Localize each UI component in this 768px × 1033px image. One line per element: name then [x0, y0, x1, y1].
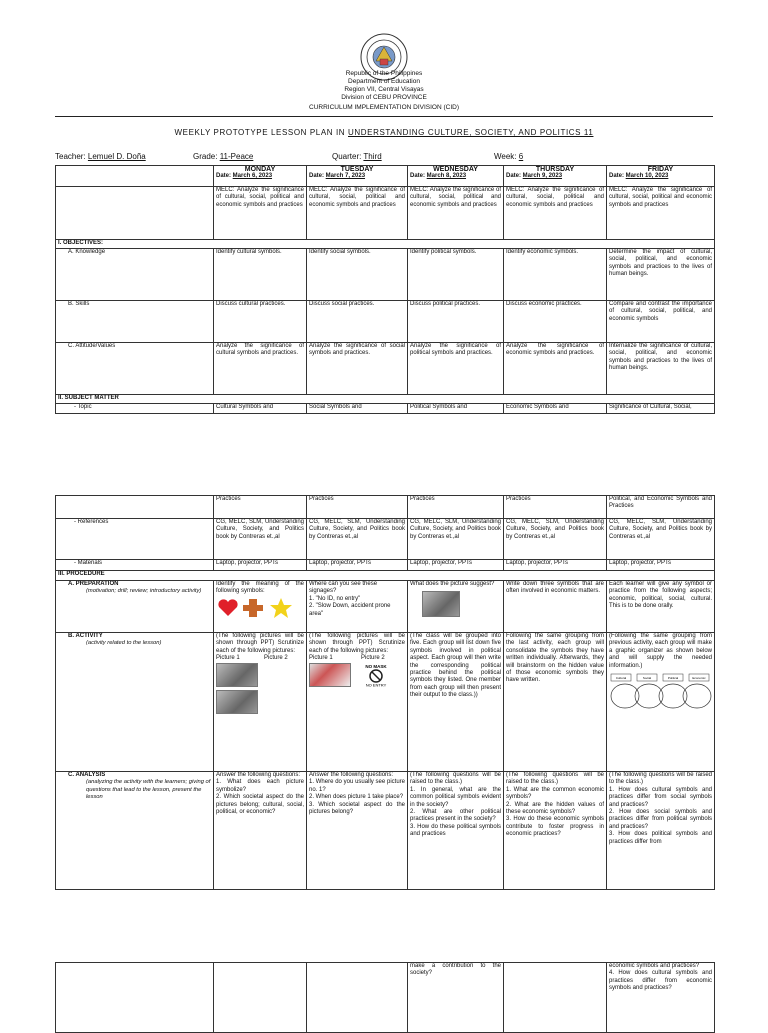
day-thursday: THURSDAY Date: March 9, 2023: [504, 166, 607, 187]
analysis-friday: (The following questions will be raised to the class.) 1. How does cultural symbols and practices differ from social symbols and practices? 2. How does social symbols and practices differ from political symbols and practices? 3. How does political symbols and practices differ from: [607, 772, 715, 890]
attitude-row: [56, 343, 715, 395]
activity-wednesday: (The class will be grouped into five. Each group will list down five symbols involved in political aspect. Each group will then write the corresponding political practice behind the political symbols they listed. One member from each group will then present their output to the class.)): [408, 633, 504, 772]
knowledge-cell: Identify social symbols.: [307, 249, 408, 301]
melc-cell: MELC: Analyze the significance of cultural, social, political and economic symbols and practices: [607, 187, 715, 240]
materials-row: [56, 560, 715, 571]
day-monday: MONDAY Date: March 6, 2023: [214, 166, 307, 187]
attitude-cell: Analyze the significance of economic symbols and practices.: [504, 343, 607, 395]
header-line-5: CURRICULUM IMPLEMENTATION DIVISION (CID): [309, 104, 459, 111]
svg-text:Cultural: Cultural: [615, 676, 627, 681]
row-label-references: - References: [56, 519, 214, 560]
preparation-row: [56, 581, 715, 633]
activity-thursday: Following the same grouping from the last activity, each group will consolidate the symbols they have written individually. Afterwards, they will brainstorm on the hidden value of those economic symbols they have written.: [504, 633, 607, 772]
svg-text:Social: Social: [642, 676, 652, 681]
svg-text:Political: Political: [667, 676, 679, 681]
melc-cell: MELC: Analyze the significance of cultural, social, political and economic symbols and practices: [504, 187, 607, 240]
skills-cell: Discuss economic practices.: [504, 301, 607, 343]
topic-cell: Significance of Cultural, Social,: [607, 404, 715, 414]
topic-cell: Practices: [307, 496, 408, 519]
row-label-activity: B. ACTIVITY (activity related to the lesson): [56, 633, 214, 772]
section-objectives: I. OBJECTIVES:: [56, 240, 715, 249]
meta-grade: Grade: 11-Peace: [193, 152, 254, 161]
grade-value: 11-Peace: [219, 152, 254, 161]
week-value: 6: [518, 152, 524, 161]
knowledge-cell: Identify political symbols.: [408, 249, 504, 301]
analysis-tuesday: Answer the following questions: 1. Where do you usually see picture no. 1? 2. When does picture 1 take place? 3. Which societal aspect do the pictures belong?: [307, 772, 408, 890]
knowledge-cell: Determine the impact of cultural, social, political, and economic symbols and practices to the lives of human beings.: [607, 249, 715, 301]
meta-teacher: Teacher: Lemuel D. Doña: [55, 152, 146, 161]
references-row: [56, 519, 715, 560]
skills-cell: Compare and contrast the importance of cultural, social, political, and economic symbols: [607, 301, 715, 343]
symbols-heart-cross-star-icon: [216, 597, 294, 619]
section-subject-matter: II. SUBJECT MATTER: [56, 395, 715, 404]
analysis-wednesday-cont: make a contribution to the society?: [408, 963, 504, 1033]
topic-cell: Cultural Symbols and: [214, 404, 307, 414]
day-header-row: [56, 166, 715, 187]
skills-cell: Discuss social practices.: [307, 301, 408, 343]
preparation-thursday: Write down three symbols that are often involved in economic matters.: [504, 581, 607, 633]
row-label-materials: - Materials: [56, 560, 214, 571]
header-line-4: Division of CEBU PROVINCE: [341, 94, 427, 101]
page-3: [0, 962, 768, 1024]
header-line-3: Region VII, Central Visayas: [344, 86, 424, 93]
title-subject: UNDERSTANDING CULTURE, SOCIETY, AND POLITICS 11: [348, 128, 594, 137]
melc-cell: MELC: Analyze the significance of cultural, social, political and economic symbols and practices: [214, 187, 307, 240]
page-1: [0, 0, 768, 430]
analysis-monday: Answer the following questions: 1. What does each picture symbolize? 2. Which societal aspect do the pictures belong; cultural, social, political, or economic?: [214, 772, 307, 890]
topic-cell: Political Symbols and: [408, 404, 504, 414]
topic-cell: Political, and Economic Symbols and Practices: [607, 496, 715, 519]
materials-cell: Laptop, projector, PPTs: [307, 560, 408, 571]
picture-1-thumbnail: [309, 663, 351, 687]
meta-week: Week: 6: [494, 152, 524, 161]
svg-text:Economic: Economic: [692, 676, 706, 681]
activity-tuesday: (The following pictures will be shown through PPT) Scrutinize each of the following pictures: Picture 1 Picture 2 NO MASK NO ENTRY: [307, 633, 408, 772]
topic-row: [56, 404, 715, 414]
picture-1-thumbnail: [216, 663, 258, 687]
topic-cell: Practices: [408, 496, 504, 519]
svg-text:NO ENTRY: NO ENTRY: [365, 682, 386, 687]
preparation-friday: Each learner will give any symbol or practice from the following aspects; economic, political, social, cultural. This is to be done orally.: [607, 581, 715, 633]
row-label-knowledge: A. Knowledge: [56, 249, 214, 301]
skills-cell: Discuss political practices.: [408, 301, 504, 343]
activity-row: [56, 633, 715, 772]
subject-matter-row: [56, 395, 715, 404]
teacher-name: Lemuel D. Doña: [87, 152, 146, 161]
objectives-row: [56, 240, 715, 249]
lesson-plan-table-p3: [55, 962, 715, 1033]
header-line-2: Department of Education: [348, 78, 420, 85]
procedure-row: [56, 571, 715, 581]
row-label-attitude: C. Attitude/Values: [56, 343, 214, 395]
knowledge-cell: Identify cultural symbols.: [214, 249, 307, 301]
preparation-tuesday: Where can you see these signages? 1. "No ID, no entry" 2. "Slow Down, accident prone area": [307, 581, 408, 633]
knowledge-cell: Identify economic symbols.: [504, 249, 607, 301]
analysis-thursday: (The following questions will be raised to the class.) 1. What are the common economic symbols? 2. What are the hidden values of these economic symbols? 3. How do these economic symbols contribute to foster progress in economic practices?: [504, 772, 607, 890]
lesson-plan-table-p1: [55, 165, 715, 414]
topic-cell: Practices: [504, 496, 607, 519]
materials-cell: Laptop, projector, PPTs: [607, 560, 715, 571]
skills-row: [56, 301, 715, 343]
topic-cont-row: [56, 496, 715, 519]
references-cell: CG, MELC, SLM, Understanding Culture, Society, and Politics book by Contreras et.,al: [307, 519, 408, 560]
references-cell: CG, MELC, SLM, Understanding Culture, Society, and Politics book by Contreras et.,al: [214, 519, 307, 560]
page-2: [0, 495, 768, 940]
references-cell: CG, MELC, SLM, Understanding Culture, Society, and Politics book by Contreras et.,al: [408, 519, 504, 560]
day-tuesday: TUESDAY Date: March 7, 2023: [307, 166, 408, 187]
materials-cell: Laptop, projector, PPTs: [504, 560, 607, 571]
day-friday: FRIDAY Date: March 10, 2023: [607, 166, 715, 187]
skills-cell: Discuss cultural practices.: [214, 301, 307, 343]
materials-cell: Laptop, projector, PPTs: [408, 560, 504, 571]
topic-cell: Economic Symbols and: [504, 404, 607, 414]
melc-cell: MELC: Analyze the significance of cultural, social, political and economic symbols and practices: [307, 187, 408, 240]
row-label-topic: - Topic: [56, 404, 214, 414]
attitude-cell: Analyze the significance of political symbols and practices.: [408, 343, 504, 395]
no-entry-sign-icon: [359, 663, 393, 687]
preparation-wednesday: What does the picture suggest?: [408, 581, 504, 633]
row-label-analysis: C. ANALYSIS (analyzing the activity with the learners; giving of questions that lead to the lesson, present the lesson: [56, 772, 214, 890]
analysis-wednesday: (The following questions will be raised to the class.) 1. In general, what are the common political symbols evident in the society? 2. What are other political practices present in the society? 3. How do these political symbols and practices: [408, 772, 504, 890]
row-label-preparation: A. PREPARATION (motivation; drill; review; introductory activity): [56, 581, 214, 633]
lesson-plan-table-p2: [55, 495, 715, 890]
preparation-monday: Identify the meaning of the following symbols:: [214, 581, 307, 633]
graphic-organizer-diagram: [609, 672, 713, 710]
materials-cell: Laptop, projector, PPTs: [214, 560, 307, 571]
svg-text:NO MASK: NO MASK: [365, 663, 387, 669]
references-cell: CG, MELC, SLM, Understanding Culture, Society, and Politics book by Contreras et.,al: [607, 519, 715, 560]
analysis-friday-cont: economic symbols and practices? 4. How does cultural symbols and practices differ from economic symbols and practices?: [607, 963, 715, 1033]
topic-cell: Practices: [214, 496, 307, 519]
header-rule: [55, 116, 713, 117]
attitude-cell: Analyze the significance of social symbols and practices.: [307, 343, 408, 395]
activity-monday: (The following pictures will be shown through PPT) Scrutinize each of the following pictures: Picture 1 Picture 2: [214, 633, 307, 772]
picture-thumbnail: [422, 591, 460, 617]
melc-row: [56, 187, 715, 240]
references-cell: CG, MELC, SLM, Understanding Culture, Society, and Politics book by Contreras et.,al: [504, 519, 607, 560]
knowledge-row: [56, 249, 715, 301]
row-label-skills: B. Skills: [56, 301, 214, 343]
section-procedure: III. PROCEDURE: [56, 571, 715, 581]
header-line-1: Republic of the Philippines: [345, 70, 423, 77]
quarter-value: Third: [363, 152, 382, 161]
attitude-cell: Analyze the significance of cultural symbols and practices.: [214, 343, 307, 395]
attitude-cell: Internalize the significance of cultural, social, political, and economic symbols and practices to the lives of human beings.: [607, 343, 715, 395]
analysis-row: [56, 772, 715, 890]
topic-cell: Social Symbols and: [307, 404, 408, 414]
melc-cell: MELC: Analyze the significance of cultural, social, political and economic symbols and practices: [408, 187, 504, 240]
picture-2-thumbnail: [216, 690, 258, 714]
title-prefix: WEEKLY PROTOTYPE LESSON PLAN IN: [174, 128, 349, 137]
analysis-cont-row: [56, 963, 715, 1033]
activity-friday: (Following the same grouping from previous activity, each group will make a graphic organizer as shown below and will supply the needed information.) Cultural Social Political Economic: [607, 633, 715, 772]
meta-quarter: Quarter: Third: [332, 152, 382, 161]
day-wednesday: WEDNESDAY Date: March 8, 2023: [408, 166, 504, 187]
document-title: [0, 128, 768, 137]
